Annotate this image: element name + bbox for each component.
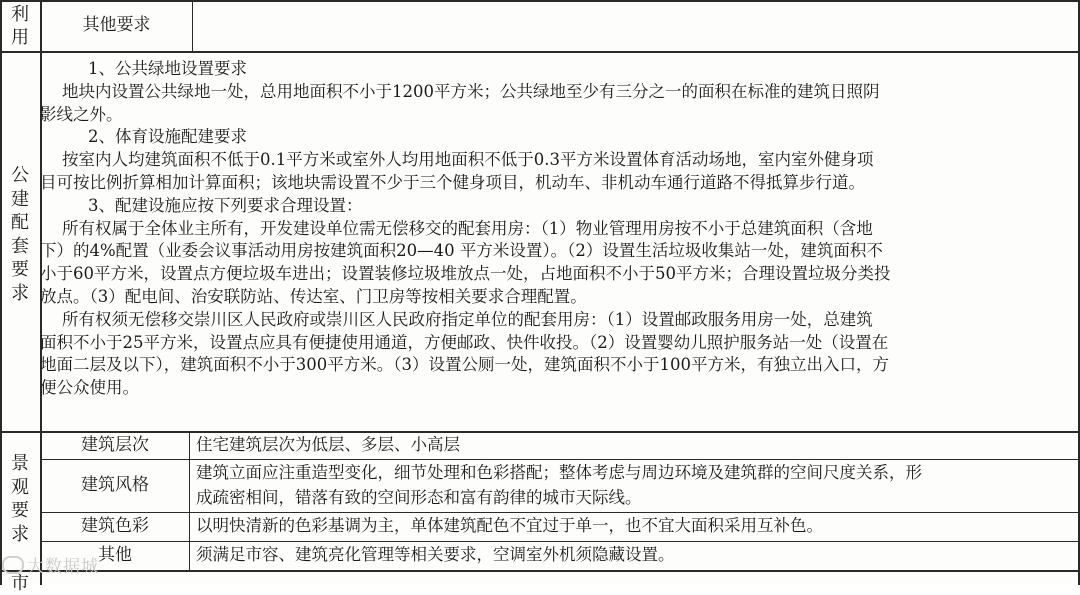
other-text: 须满足市容、建筑亮化管理等相关要求，空调室外机须隐藏设置。	[196, 545, 675, 564]
side-label-public-facilities	[0, 164, 40, 305]
paragraph-line: 所有权属于全体业主所有，开发建设单位需无偿移交的配套用房：（1）物业管理用房按不小于总建筑面积（含地	[62, 218, 873, 238]
side-label-use	[0, 3, 40, 49]
building-color-label: 建筑色彩	[81, 516, 149, 536]
table-border-right	[1078, 0, 1080, 585]
heading-green-space: 1、公共绿地设置要求	[88, 59, 247, 78]
side-label-char: 建	[11, 188, 29, 210]
side-label-char: 观	[11, 476, 29, 498]
paragraph-line: 便公众使用。	[40, 378, 139, 398]
side-label-char: 要	[11, 259, 29, 280]
side-label-char: 求	[11, 282, 29, 304]
paragraph-line: 地块内设置公共绿地一处，总用地面积不小于1200平方米；公共绿地至少有三分之一的面积在标准的建筑日照阴	[62, 81, 880, 101]
side-label-char: 市	[11, 573, 29, 594]
watermark	[2, 552, 99, 577]
building-style-label: 建筑风格	[81, 475, 149, 495]
paragraph-line: 地面二层及以下），建筑面积不小于300平方米。（3）设置公厕一处，建筑面积不小于100平方米，有独立出入口，方	[40, 355, 889, 375]
side-label-char: 景	[11, 453, 29, 474]
side-label-char: 求	[11, 523, 29, 545]
paragraph-line: 影线之外。	[40, 104, 123, 124]
side-label-landscape	[0, 452, 40, 546]
row-divider	[0, 51, 1080, 53]
heading-sports: 2、体育设施配建要求	[88, 127, 247, 147]
side-label-char: 要	[11, 500, 29, 521]
paragraph-line: 目可按比例折算相加计算面积；该地块需设置不少于三个健身项目，机动车、非机动车通行道路不得抵算步行道。	[40, 172, 865, 192]
side-label-char: 用	[11, 27, 29, 48]
paragraph-line: 按室内人均建筑面积不低于0.1平方米或室外人均用地面积不低于0.3平方米设置体育活动场地，室内室外健身项	[62, 150, 874, 170]
building-style-text-line: 成疏密相间，错落有致的空间形态和富有韵律的城市天际线。	[196, 488, 642, 507]
building-color-text: 以明快清新的色彩基调为主，单体建筑配色不宜过于单一，也不宜大面积采用互补色。	[196, 516, 823, 535]
column-divider	[192, 0, 193, 52]
building-style-text-line: 建筑立面应注重造型变化，细节处理和色彩搭配；整体考虑与周边环境及建筑群的空间尺度关系，形	[196, 463, 922, 482]
paragraph-line: 小于60平方米，设置点方便垃圾车进出；设置装修垃圾堆放点一处，占地面积不小于50平方米；合理设置垃圾分类投	[40, 264, 891, 284]
building-height-label: 建筑层次	[81, 435, 149, 455]
row-divider	[0, 570, 1080, 572]
building-height-text: 住宅建筑层次为低层、多层、小高层	[196, 435, 460, 454]
watermark-logo-icon	[2, 556, 24, 574]
public-facilities-text	[40, 58, 1070, 400]
watermark-text: 大数据城	[27, 557, 99, 577]
paragraph-line: 下）的4%配置（业委会议事活动用房按建筑面积20—40 平方米设置）。（2）设置生活垃圾收集站一处，建筑面积不	[40, 241, 883, 261]
table-border-top	[0, 0, 1080, 2]
column-divider	[189, 431, 190, 571]
side-label-char: 公	[11, 165, 29, 186]
other-label: 其他	[98, 545, 132, 565]
other-requirements-label: 其他要求	[82, 15, 151, 35]
side-label-char: 配	[11, 212, 29, 233]
heading-facilities: 3、配建设施应按下列要求合理设置：	[88, 195, 363, 215]
paragraph-line: 所有权须无偿移交崇川区人民政府或崇川区人民政府指定单位的配套用房：（1）设置邮政服务用房一处，总建筑	[62, 309, 873, 329]
side-label-char: 套	[11, 235, 29, 257]
paragraph-line: 面积不小于25平方米，设置点应具有便捷使用通道，方便邮政、快件收投。（2）设置婴幼儿照护服务站一处（设置在	[40, 332, 889, 352]
paragraph-line: 放点。（3）配电间、治安联防站、传达室、门卫房等按相关要求合理配置。	[40, 286, 587, 306]
side-label-char: 利	[11, 4, 29, 25]
